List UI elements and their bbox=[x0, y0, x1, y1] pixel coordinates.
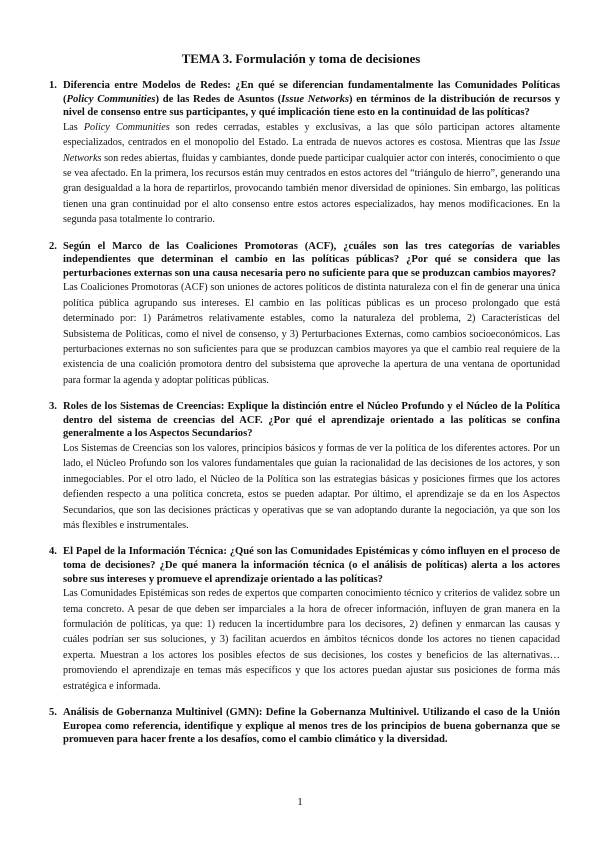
question-text bbox=[63, 79, 560, 120]
answer-segment: Las Coaliciones Promotoras (ACF) son uniones de actores políticos de distinta naturaleza con el fin de generar una única política pública agrupando sus intereses. El cambio en las políticas públicas es un proceso prolongado que está determinado por: 1) Parámetros relativamente estables, como la naturaleza del problema, 2) Características del Subsistema de Políticas, como el nivel de consenso, y 3) Perturbaciones Externas, como cambios socioeconómicos. Las perturbaciones externas no son suficientes para que se produzcan cambios mayores ya que el cambio real requiere de la existencia de una coalición promotora dentro del subsistema que aproveche la apertura de una ventana de oportunidad para formar la agenda y adoptar políticas públicas. bbox=[63, 282, 560, 386]
answer-segment: Policy Communities bbox=[83, 121, 170, 133]
question-number: 2. bbox=[49, 240, 57, 252]
answer-text bbox=[63, 280, 560, 388]
question-segment: Issue Networks bbox=[281, 93, 349, 105]
answer-text bbox=[63, 586, 560, 694]
question-number: 1. bbox=[49, 80, 57, 91]
question-item bbox=[42, 400, 560, 533]
answer-text bbox=[63, 441, 560, 533]
question-text bbox=[63, 240, 560, 281]
answer-segment: Las bbox=[63, 121, 84, 133]
question-number: 4. bbox=[49, 546, 57, 558]
question-segment: Policy Communities bbox=[66, 93, 156, 105]
question-segment: El Papel de la Información Técnica: ¿Qué son las Comunidades Epistémicas y cómo influyen en el proceso de toma de decisiones? ¿De qué manera la información técnica (o el análisis de políticas) alerta a los actores sobre sus intereses y promueve el aprendizaje orientado a las políticas? bbox=[63, 546, 560, 585]
page-title: TEMA 3. Formulación y toma de decisiones bbox=[181, 52, 421, 66]
question-item bbox=[42, 79, 560, 228]
answer-segment: son redes abiertas, fluidas y cambiantes, donde puede participar cualquier actor con interés, conocimiento o que se vea afectado. En la primera, los recursos están muy centrados en estos actores del “triángulo de hierro”, generando una gran desigualdad a la hora de repartirlos, provocando también menor diversidad de opiniones. Sin embargo, las políticas tienen una gran continuidad por el alto consenso entre estos actores especializados, hay menos modificaciones. En la segunda pasa totalmente lo contrario. bbox=[63, 152, 560, 226]
answer-segment: Issue Networks bbox=[63, 137, 560, 164]
question-segment: Roles de los Sistemas de Creencias: Explique la distinción entre el Núcleo Profundo y el Núcleo de la Política dentro del sistema de creencias del ACF. ¿Por qué el aprendizaje orientado a las políticas se confina generalmente a los Aspectos Secundarios? bbox=[63, 401, 560, 440]
question-text bbox=[63, 706, 560, 747]
answer-text bbox=[63, 120, 560, 228]
answer-segment: son redes cerradas, estables y exclusivas, a las que sólo participan actores altamente especializados, centrados en el monopolio del Estado. La entrada de nuevos actores es costosa. Mientras que las bbox=[63, 121, 561, 149]
question-item bbox=[42, 706, 560, 747]
question-segment: ) de las Redes de Asuntos ( bbox=[155, 93, 282, 105]
question-segment: Análisis de Gobernanza Multinivel (GMN): Define la Gobernanza Multinivel. Utilizando el caso de la Unión Europea como referencia, identifique y explique al menos tres de los principios de buena gobernanza que se promueven para hacer frente a los desafíos, como el cambio climático y la diversidad. bbox=[63, 707, 560, 746]
answer-segment: Las Comunidades Epistémicas son redes de expertos que comparten conocimiento técnico y criterios de validez sobre un tema concreto. A pesar de que deben ser imparciales a la hora de ofrecer información, influyen de gran manera en la formulación de políticas, ya que: 1) reducen la incertidumbre para los decisores, 2) definen y enmarcan las causas y cuáles podrían ser sus soluciones, y 3) facilitan acuerdos en ámbitos técnicos donde los actores no tienen capacidad experta. Muestran a los actores los posibles efectos de sus decisiones, los costes y beneficios de las alternativas… promoviendo el aprendizaje en temas más específicos y que los actores puedan ajustar sus posiciones de forma más estratégica e informada. bbox=[63, 588, 560, 692]
question-segment: Diferencia entre Modelos de Redes: ¿En qué se diferencian fundamentalmente las Comunidades Políticas ( bbox=[63, 80, 560, 105]
question-text bbox=[63, 545, 560, 586]
question-segment: Según el Marco de las Coaliciones Promotoras (ACF), ¿cuáles son las tres categorías de variables independientes que determinan el cambio en las políticas públicas? ¿Por qué se considera que las perturbaciones externas son una causa necesaria pero no suficiente para que se produzcan cambios mayores? bbox=[63, 240, 560, 279]
question-number: 5. bbox=[49, 707, 57, 719]
page-number: 1 bbox=[297, 796, 303, 808]
question-list bbox=[42, 79, 560, 747]
question-segment: ) en términos de la distribución de recursos y nivel de consenso entre sus participantes, y qué implicación tiene esto en la continuidad de las políticas? bbox=[63, 93, 560, 119]
question-item bbox=[42, 545, 560, 694]
question-number: 3. bbox=[49, 401, 57, 413]
question-item bbox=[42, 240, 560, 389]
question-text bbox=[63, 400, 560, 441]
answer-segment: Los Sistemas de Creencias son los valores, principios básicos y formas de ver la política de los diferentes actores. Por un lado, el Núcleo Profundo son los valores fundamentales que guían la racionalidad de las decisiones de los actores, y son inmegociables. Por el otro lado, el Núcleo de la Política son las estrategias básicas y posiciones firmes que los actores defienden respecto a una política concreta, estos se pueden adaptar. Por último, el aprendizaje se da en los Aspectos Secundarios, que son las decisiones prácticas y operativas que se van adoptando durante la negociación, ya que son los más flexibles e instrumentales. bbox=[63, 443, 560, 532]
